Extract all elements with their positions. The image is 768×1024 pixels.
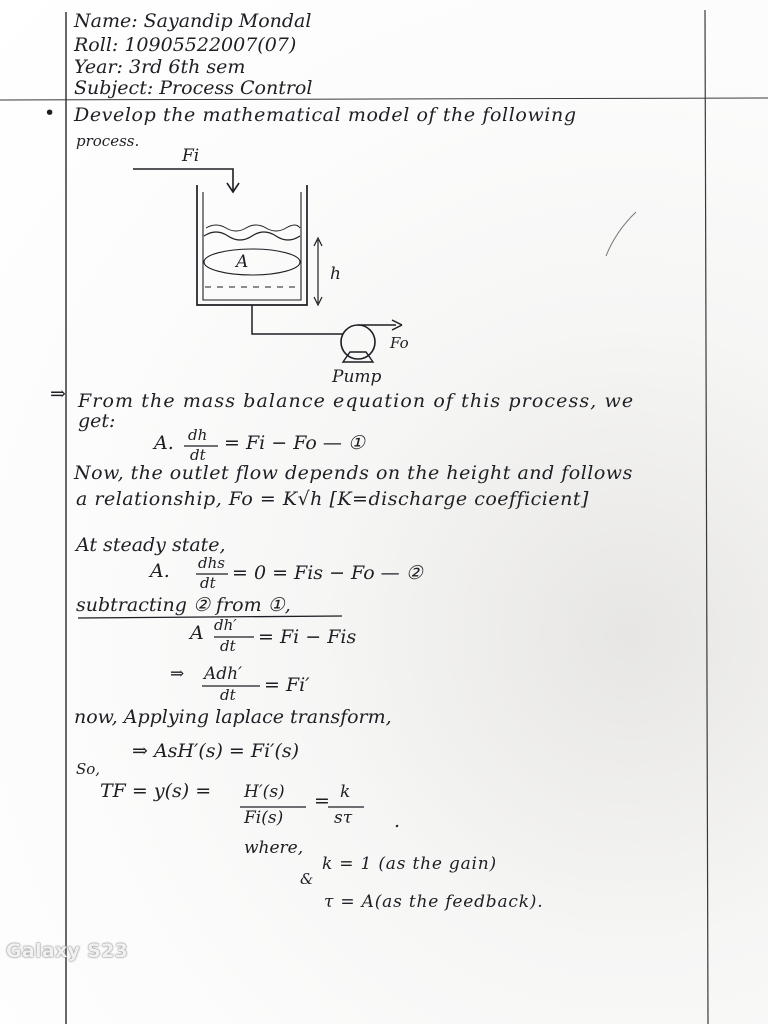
inflow-pipe xyxy=(133,169,233,191)
solution-line-5: At steady state, xyxy=(76,534,226,556)
pump-label: Pump xyxy=(332,367,382,387)
tf-equals: = xyxy=(314,790,330,812)
solution-line-6: subtracting ② from ①, xyxy=(76,594,291,616)
stray-mark xyxy=(606,212,636,256)
question-line-2: process. xyxy=(76,132,140,150)
subject: Subject: Process Control xyxy=(74,77,313,99)
pump-base xyxy=(343,352,373,362)
tf-num-2: k xyxy=(340,782,351,802)
tf-dot: . xyxy=(394,810,401,832)
where-label: where, xyxy=(244,838,304,858)
area-ellipse xyxy=(204,249,300,275)
tf-num-1: H′(s) xyxy=(244,782,285,802)
eq2-num: dhs xyxy=(198,554,225,572)
solution-line-1: From the mass balance equation of this process, we xyxy=(78,390,635,412)
eq4-rhs: = Fi′ xyxy=(264,674,310,696)
camera-watermark: Galaxy S23 xyxy=(6,940,129,962)
eq2-rhs: = 0 = Fis − Fo — ② xyxy=(232,562,423,584)
area-label: A xyxy=(236,252,249,272)
outflow-label: Fo xyxy=(390,334,409,352)
eq3-rhs: = Fi − Fis xyxy=(258,626,357,648)
student-name: Name: Sayandip Mondal xyxy=(74,10,312,32)
height-label: h xyxy=(330,264,341,284)
tf-lhs: TF = y(s) = xyxy=(100,780,212,802)
eq1-num: dh xyxy=(188,426,208,444)
eq1-den: dt xyxy=(190,446,206,464)
pump-icon xyxy=(341,325,375,359)
roll-number: Roll: 10905522007(07) xyxy=(74,34,297,56)
solution-line-3: Now, the outlet flow depends on the height and follows xyxy=(74,462,633,484)
tank-inner-wall xyxy=(203,192,301,300)
eq2-lhs: A. xyxy=(150,560,170,582)
ampersand: & xyxy=(300,870,314,888)
year-semester: Year: 3rd 6th sem xyxy=(74,56,246,78)
solution-line-4: a relationship, Fo = K√h [K=discharge coefficient] xyxy=(76,488,589,510)
eq3-lhs: A xyxy=(190,622,204,644)
solution-line-2: get: xyxy=(78,410,116,432)
eq4-den: dt xyxy=(220,686,236,704)
liquid-surface xyxy=(204,232,300,240)
tf-den-1: Fi(s) xyxy=(244,808,284,828)
inflow-label: Fi xyxy=(182,146,200,166)
tau-definition: τ = A(as the feedback). xyxy=(324,892,544,912)
eq3-den: dt xyxy=(220,637,236,655)
tf-den-2: sτ xyxy=(334,808,353,828)
eq4-arrow: ⇒ xyxy=(170,664,185,684)
so-label: So, xyxy=(76,760,101,778)
eq3-num: dh′ xyxy=(214,616,237,634)
eq1-rhs: = Fi − Fo — ① xyxy=(224,432,365,454)
right-margin-line xyxy=(705,10,708,1024)
outlet-pipe xyxy=(252,305,343,334)
eq4-num: Adh′ xyxy=(204,664,242,684)
solution-line-7: now, Applying laplace transform, xyxy=(74,706,392,728)
question-line-1: Develop the mathematical model of the following xyxy=(74,104,577,126)
solution-arrow: ⇒ xyxy=(50,383,66,405)
question-bullet: • xyxy=(44,102,56,124)
eq1-lhs: A. xyxy=(154,432,174,454)
k-definition: k = 1 (as the gain) xyxy=(322,854,497,874)
underline xyxy=(78,616,342,618)
eq2-den: dt xyxy=(200,574,216,592)
eq5: ⇒ AsH′(s) = Fi′(s) xyxy=(132,740,300,762)
liquid-wave xyxy=(206,225,300,231)
